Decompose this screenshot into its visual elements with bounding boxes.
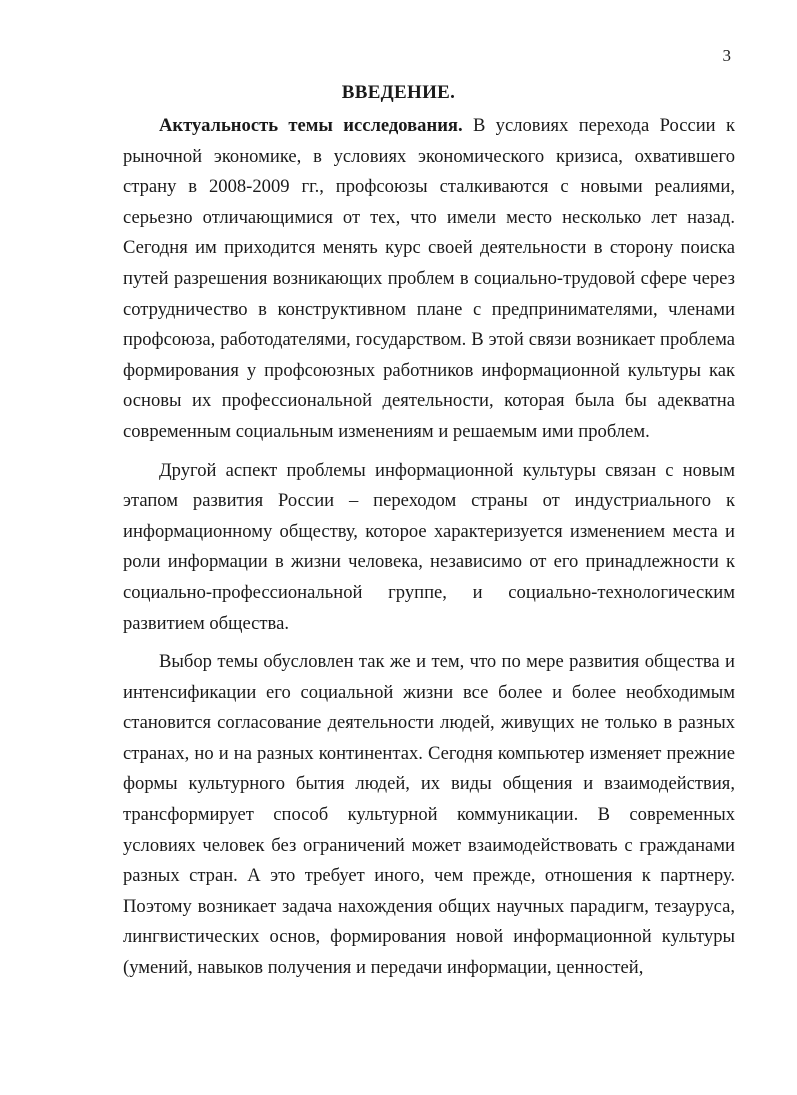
paragraph-text: Другой аспект проблемы информационной культуры связан с новым этапом развития России – переходом страны от индустриального к информационному обществу, которое характеризуется изменением места и роли информации в жизни человека, независимо от его принадлежности к социально-профессиональной группе, и социально-технологическим развитием общества. xyxy=(123,459,735,634)
paragraph-text: Выбор темы обусловлен так же и тем, что по мере развития общества и интенсификации его социальной жизни все более и более необходимым становится согласование деятельности людей, живущих не только в разных странах, но и на разных континентах. Сегодня компьютер изменяет прежние формы культурного бытия людей, их виды общения и взаимодействия, трансформирует способ культурной коммуникации. В современных условиях человек без ограничений может взаимодействовать с гражданами разных стран. А это требует иного, чем прежде, отношения к партнеру. Поэтому возникает задача нахождения общих научных парадигм, тезауруса, лингвистических основ, формирования новой информационной культуры (умений, навыков получения и передачи информации, ценностей, xyxy=(123,651,735,979)
paragraph-lead: Актуальность темы исследования. xyxy=(159,115,463,136)
paragraph-text: В условиях перехода России к рыночной экономике, в условиях экономического кризиса, охватившего страну в 2008-2009 гг., профсоюзы сталкиваются с новыми реалиями, серьезно отличающимися от тех, что имели место несколько лет назад. Сегодня им приходится менять курс своей деятельности в сторону поиска путей разрешения возникающих проблем в социально-трудовой сфере через сотрудничество в конструктивном плане с предпринимателями, членами профсоюза, работодателями, государством. В этой связи возникает проблема формирования у профсоюзных работников информационной культуры как основы их профессиональной деятельности, которая была бы адекватна современным социальным изменениям и решаемым ими проблем. xyxy=(123,115,735,442)
page-heading: ВВЕДЕНИЕ. xyxy=(341,82,456,103)
paragraph-relevance xyxy=(123,111,735,448)
paragraph-choice xyxy=(123,647,735,984)
paragraph-aspect xyxy=(123,456,735,640)
body-text xyxy=(123,111,735,984)
page-number: 3 xyxy=(722,46,731,65)
